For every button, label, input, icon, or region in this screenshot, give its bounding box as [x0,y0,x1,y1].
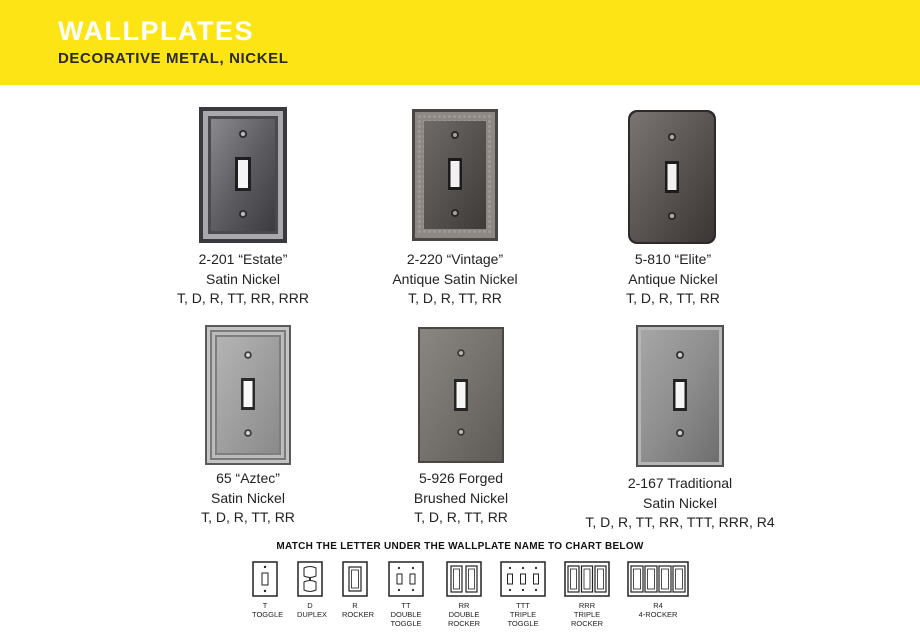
config-label: TTT TRIPLE TOGGLE [507,601,539,628]
plate-configs: T, D, R, TT, RR [408,290,502,306]
config-label: D DUPLEX [297,601,328,619]
config-toggle[interactable] [252,561,284,619]
config-label: R4 4-ROCKER [638,601,678,619]
plate-finish: Satin Nickel [206,270,280,287]
plate-caption-estate [123,250,363,309]
plate-caption-forged [341,469,581,528]
forged-switch-plate-icon[interactable] [418,327,504,468]
triple-toggle-plate-icon [500,561,546,597]
vintage-switch-plate-icon[interactable] [412,109,498,246]
plate-configs: T, D, R, TT, RR [626,290,720,306]
plate-caption-traditional [560,474,800,533]
elite-switch-plate-icon[interactable] [628,110,716,249]
aztec-switch-plate-icon[interactable] [205,325,291,470]
config-duplex[interactable] [297,561,328,619]
rocker-plate-icon [342,561,368,597]
plate-finish: Antique Nickel [628,270,718,287]
plate-model: 2-167 Traditional [627,475,733,491]
duplex-plate-icon [297,561,323,597]
plate-configs: T, D, R, TT, RR [414,509,508,525]
plate-configs: T, D, R, TT, RR [201,509,295,525]
config-double-rocker[interactable] [446,561,482,628]
toggle-plate-icon [252,561,278,597]
config-label: RRR TRIPLE ROCKER [570,601,604,628]
traditional-switch-plate-icon[interactable] [636,325,724,472]
double-toggle-plate-icon [388,561,424,597]
header-banner [0,0,920,85]
config-label: RR DOUBLE ROCKER [447,601,481,628]
config-rocker[interactable] [342,561,375,619]
plate-model: 5-926 Forged [418,470,504,486]
triple-rocker-plate-icon [564,561,610,597]
four-rocker-plate-icon [627,561,689,597]
config-double-toggle[interactable] [388,561,424,628]
plate-caption-elite [553,250,793,309]
plate-caption-aztec [128,469,368,528]
plate-model: 2-220 “Vintage” [406,251,504,267]
config-triple-rocker[interactable] [564,561,610,628]
plate-model: 2-201 “Estate” [198,251,288,267]
plate-model: 5-810 “Elite” [634,251,712,267]
plate-model: 65 “Aztec” [216,470,280,486]
plate-finish: Brushed Nickel [413,489,509,506]
plate-finish: Satin Nickel [643,494,717,511]
plate-configs: T, D, R, TT, RR, RRR [177,290,309,306]
page-subtitle: DECORATIVE METAL, NICKEL [58,50,289,67]
config-label: T TOGGLE [252,601,284,619]
plate-finish: Antique Satin Nickel [392,270,518,287]
config-label: TT DOUBLE TOGGLE [390,601,422,628]
plate-caption-vintage [335,250,575,309]
config-label: R ROCKER [342,601,375,619]
page-title: WALLPLATES [58,16,254,46]
config-four-rocker[interactable] [627,561,689,619]
plate-finish: Satin Nickel [211,489,285,506]
match-chart-heading: MATCH THE LETTER UNDER THE WALLPLATE NAME TO CHART BELOW [276,541,644,552]
config-triple-toggle[interactable] [500,561,546,628]
estate-switch-plate-icon[interactable] [199,107,287,248]
double-rocker-plate-icon [446,561,482,597]
plate-configs: T, D, R, TT, RR, TTT, RRR, R4 [585,514,775,530]
